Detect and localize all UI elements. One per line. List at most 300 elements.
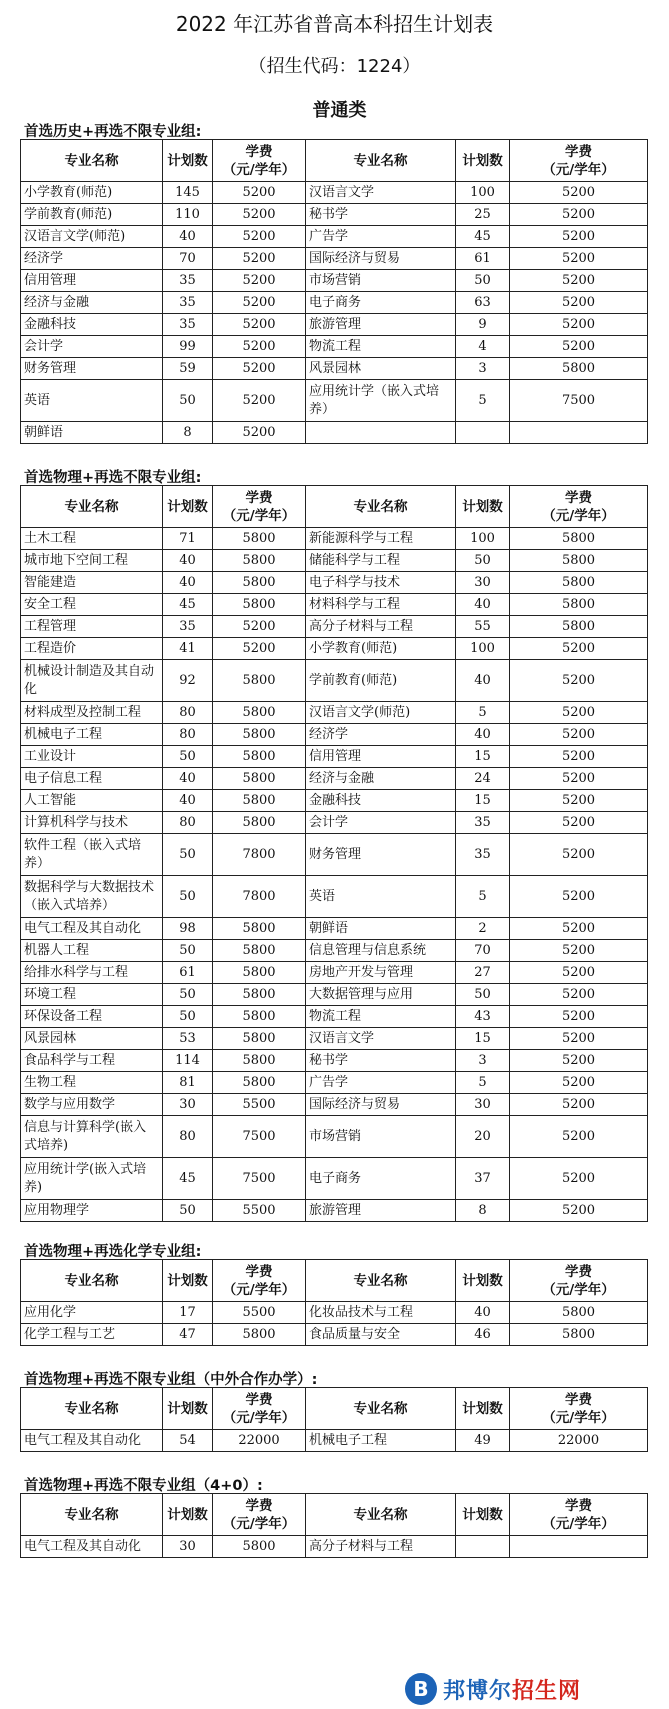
plan-count-cell: 50	[163, 746, 213, 768]
column-header-plan: 计划数	[163, 1260, 213, 1302]
tuition-cell: 5800	[510, 550, 648, 572]
tuition-cell: 5800	[510, 1302, 648, 1324]
plan-count-cell: 27	[456, 962, 510, 984]
major-name-cell: 物流工程	[306, 1006, 456, 1028]
major-name-cell: 英语	[306, 876, 456, 918]
tuition-cell: 5200	[510, 336, 648, 358]
column-header-plan: 计划数	[163, 1388, 213, 1430]
plan-count-cell: 3	[456, 358, 510, 380]
plan-count-cell: 25	[456, 204, 510, 226]
major-name-cell: 人工智能	[21, 790, 163, 812]
plan-count-cell: 50	[456, 550, 510, 572]
major-name-cell: 旅游管理	[306, 314, 456, 336]
major-name-cell: 旅游管理	[306, 1200, 456, 1222]
column-header-fee-unit: （元/学年）	[542, 1409, 615, 1426]
plan-count-cell	[456, 422, 510, 444]
major-name-cell: 数学与应用数学	[21, 1094, 163, 1116]
table-row	[21, 182, 648, 204]
major-name-cell: 朝鲜语	[306, 918, 456, 940]
tuition-cell: 5200	[510, 248, 648, 270]
column-header-fee	[510, 1260, 648, 1302]
group-title-physics: 首选物理+再选不限专业组:	[24, 470, 202, 486]
tuition-cell: 5800	[213, 940, 306, 962]
tuition-cell: 5800	[510, 616, 648, 638]
plan-count-cell: 45	[163, 594, 213, 616]
plan-count-cell: 43	[456, 1006, 510, 1028]
tuition-cell: 5200	[510, 1006, 648, 1028]
tuition-cell: 7500	[510, 380, 648, 422]
major-name-cell: 软件工程（嵌入式培养）	[21, 834, 163, 876]
plan-count-cell: 4	[456, 336, 510, 358]
major-name-cell: 市场营销	[306, 270, 456, 292]
table-row	[21, 984, 648, 1006]
column-header-fee	[213, 1494, 306, 1536]
tuition-cell: 5800	[213, 550, 306, 572]
major-name-cell: 机械电子工程	[306, 1430, 456, 1452]
tuition-cell: 5200	[510, 182, 648, 204]
plan-count-cell: 100	[456, 182, 510, 204]
column-header-fee-label: 学费	[565, 143, 592, 160]
major-name-cell: 应用化学	[21, 1302, 163, 1324]
plan-count-cell: 81	[163, 1072, 213, 1094]
table-row	[21, 1324, 648, 1346]
plan-count-cell: 80	[163, 812, 213, 834]
column-header-fee-label: 学费	[245, 489, 273, 506]
major-name-cell: 房地产开发与管理	[306, 962, 456, 984]
major-name-cell: 经济学	[21, 248, 163, 270]
major-name-cell: 给排水科学与工程	[21, 962, 163, 984]
major-name-cell: 食品质量与安全	[306, 1324, 456, 1346]
plan-count-cell: 55	[456, 616, 510, 638]
tuition-cell	[510, 1536, 648, 1558]
tuition-cell: 5500	[213, 1094, 306, 1116]
major-name-cell: 高分子材料与工程	[306, 616, 456, 638]
plan-count-cell: 145	[163, 182, 213, 204]
tuition-cell: 5800	[213, 1028, 306, 1050]
plan-table	[20, 1387, 648, 1452]
column-header-name: 专业名称	[306, 486, 456, 528]
tuition-cell: 5200	[510, 790, 648, 812]
column-header-name: 专业名称	[306, 140, 456, 182]
table-row	[21, 380, 648, 422]
tuition-cell: 5800	[213, 1324, 306, 1346]
major-name-cell: 秘书学	[306, 1050, 456, 1072]
table-row	[21, 1050, 648, 1072]
major-name-cell: 物流工程	[306, 336, 456, 358]
column-header-name: 专业名称	[21, 1388, 163, 1430]
tuition-cell: 5800	[213, 962, 306, 984]
major-name-cell: 小学教育(师范)	[306, 638, 456, 660]
tuition-cell: 5200	[213, 204, 306, 226]
tuition-cell: 7500	[213, 1158, 306, 1200]
plan-count-cell: 37	[456, 1158, 510, 1200]
major-name-cell: 数据科学与大数据技术（嵌入式培养）	[21, 876, 163, 918]
table-row	[21, 876, 648, 918]
tuition-cell: 5200	[510, 940, 648, 962]
major-name-cell: 经济与金融	[306, 768, 456, 790]
tuition-cell: 5200	[213, 638, 306, 660]
tuition-cell: 5800	[213, 918, 306, 940]
column-header-plan: 计划数	[456, 140, 510, 182]
table-row	[21, 746, 648, 768]
column-header-fee-unit: （元/学年）	[222, 507, 296, 524]
column-header-fee-label: 学费	[565, 1263, 592, 1280]
major-name-cell: 机械电子工程	[21, 724, 163, 746]
major-name-cell: 学前教育(师范)	[21, 204, 163, 226]
tuition-cell: 22000	[510, 1430, 648, 1452]
tuition-cell: 5200	[510, 1072, 648, 1094]
major-name-cell: 环保设备工程	[21, 1006, 163, 1028]
plan-count-cell: 70	[163, 248, 213, 270]
major-name-cell: 机器人工程	[21, 940, 163, 962]
tuition-cell: 5800	[213, 984, 306, 1006]
major-name-cell: 应用统计学(嵌入式培养)	[21, 1158, 163, 1200]
table-row	[21, 812, 648, 834]
tuition-cell: 5200	[510, 724, 648, 746]
table-row	[21, 834, 648, 876]
major-name-cell: 经济学	[306, 724, 456, 746]
column-header-name: 专业名称	[21, 1494, 163, 1536]
plan-count-cell: 35	[163, 616, 213, 638]
column-header-name: 专业名称	[306, 1260, 456, 1302]
tuition-cell: 5200	[510, 1116, 648, 1158]
major-name-cell: 秘书学	[306, 204, 456, 226]
watermark	[405, 1672, 625, 1706]
major-name-cell	[306, 422, 456, 444]
table-row	[21, 594, 648, 616]
column-header-fee-unit: （元/学年）	[542, 1515, 615, 1532]
major-name-cell: 会计学	[21, 336, 163, 358]
table-header-row	[21, 1260, 648, 1302]
plan-count-cell: 30	[163, 1094, 213, 1116]
tuition-cell: 5200	[510, 314, 648, 336]
table-row	[21, 358, 648, 380]
plan-count-cell: 59	[163, 358, 213, 380]
major-name-cell: 汉语言文学(师范)	[306, 702, 456, 724]
plan-count-cell: 50	[456, 984, 510, 1006]
plan-count-cell: 61	[163, 962, 213, 984]
major-name-cell: 电气工程及其自动化	[21, 1430, 163, 1452]
table-row	[21, 660, 648, 702]
column-header-plan: 计划数	[163, 1494, 213, 1536]
plan-count-cell: 54	[163, 1430, 213, 1452]
plan-count-cell: 63	[456, 292, 510, 314]
column-header-fee	[510, 140, 648, 182]
plan-count-cell: 40	[456, 594, 510, 616]
plan-count-cell: 8	[163, 422, 213, 444]
tuition-cell: 5800	[213, 594, 306, 616]
major-name-cell: 大数据管理与应用	[306, 984, 456, 1006]
tuition-cell: 5200	[510, 876, 648, 918]
major-name-cell: 经济与金融	[21, 292, 163, 314]
major-name-cell: 学前教育(师范)	[306, 660, 456, 702]
major-name-cell: 财务管理	[21, 358, 163, 380]
major-name-cell: 广告学	[306, 226, 456, 248]
major-name-cell: 信息与计算科学(嵌入式培养)	[21, 1116, 163, 1158]
major-name-cell: 电气工程及其自动化	[21, 918, 163, 940]
table-row	[21, 616, 648, 638]
tuition-cell: 5200	[510, 1028, 648, 1050]
tuition-cell: 5500	[213, 1302, 306, 1324]
column-header-plan: 计划数	[163, 140, 213, 182]
tuition-cell: 5200	[213, 616, 306, 638]
tuition-cell: 5200	[510, 962, 648, 984]
tuition-cell: 5800	[213, 1072, 306, 1094]
plan-count-cell: 71	[163, 528, 213, 550]
tuition-cell: 5200	[510, 226, 648, 248]
tuition-cell: 7800	[213, 834, 306, 876]
table-row	[21, 962, 648, 984]
tuition-cell: 5800	[213, 528, 306, 550]
tuition-cell: 5200	[213, 226, 306, 248]
tuition-cell: 5500	[213, 1200, 306, 1222]
column-header-name: 专业名称	[21, 140, 163, 182]
table-row	[21, 270, 648, 292]
plan-count-cell: 15	[456, 790, 510, 812]
tuition-cell: 5800	[510, 1324, 648, 1346]
major-name-cell: 汉语言文学(师范)	[21, 226, 163, 248]
major-name-cell: 信用管理	[306, 746, 456, 768]
enrollment-code: （招生代码：1224）	[248, 56, 421, 77]
table-row	[21, 422, 648, 444]
plan-count-cell: 99	[163, 336, 213, 358]
major-name-cell: 国际经济与贸易	[306, 1094, 456, 1116]
major-name-cell: 金融科技	[306, 790, 456, 812]
major-name-cell: 英语	[21, 380, 163, 422]
table-row	[21, 940, 648, 962]
plan-count-cell: 40	[163, 790, 213, 812]
plan-count-cell: 50	[163, 380, 213, 422]
column-header-fee-label: 学费	[565, 1391, 592, 1408]
column-header-name: 专业名称	[21, 486, 163, 528]
tuition-cell: 5200	[510, 768, 648, 790]
plan-count-cell: 100	[456, 638, 510, 660]
tuition-cell: 5800	[510, 358, 648, 380]
major-name-cell: 储能科学与工程	[306, 550, 456, 572]
tuition-cell: 5200	[510, 834, 648, 876]
column-header-fee	[213, 140, 306, 182]
table-row	[21, 550, 648, 572]
column-header-fee-unit: （元/学年）	[542, 1281, 615, 1298]
major-name-cell: 安全工程	[21, 594, 163, 616]
plan-count-cell: 40	[163, 226, 213, 248]
major-name-cell: 市场营销	[306, 1116, 456, 1158]
major-name-cell: 化学工程与工艺	[21, 1324, 163, 1346]
column-header-fee-unit: （元/学年）	[542, 161, 615, 178]
tuition-cell: 22000	[213, 1430, 306, 1452]
tuition-cell: 5800	[213, 724, 306, 746]
tuition-cell: 5800	[510, 572, 648, 594]
tuition-cell: 5200	[213, 336, 306, 358]
major-name-cell: 食品科学与工程	[21, 1050, 163, 1072]
plan-count-cell: 50	[163, 984, 213, 1006]
major-name-cell: 财务管理	[306, 834, 456, 876]
plan-count-cell: 30	[456, 572, 510, 594]
major-name-cell: 金融科技	[21, 314, 163, 336]
group-title-4plus0: 首选物理+再选不限专业组（4+0）:	[24, 1478, 263, 1494]
plan-count-cell: 80	[163, 724, 213, 746]
plan-count-cell: 40	[456, 724, 510, 746]
table-row	[21, 1072, 648, 1094]
column-header-fee-unit: （元/学年）	[222, 161, 296, 178]
major-name-cell: 风景园林	[306, 358, 456, 380]
tuition-cell: 5800	[510, 594, 648, 616]
column-header-plan: 计划数	[456, 1260, 510, 1302]
major-name-cell: 电子商务	[306, 1158, 456, 1200]
tuition-cell: 5200	[510, 638, 648, 660]
plan-count-cell: 5	[456, 702, 510, 724]
plan-count-cell: 5	[456, 876, 510, 918]
plan-count-cell: 35	[163, 314, 213, 336]
plan-count-cell: 24	[456, 768, 510, 790]
major-name-cell: 汉语言文学	[306, 1028, 456, 1050]
table-row	[21, 724, 648, 746]
major-name-cell: 应用统计学（嵌入式培养）	[306, 380, 456, 422]
major-name-cell: 材料成型及控制工程	[21, 702, 163, 724]
plan-count-cell: 8	[456, 1200, 510, 1222]
group-title-cooperative: 首选物理+再选不限专业组（中外合作办学）:	[24, 1372, 318, 1388]
major-name-cell: 计算机科学与技术	[21, 812, 163, 834]
column-header-fee-label: 学费	[245, 1263, 273, 1280]
tuition-cell: 5200	[213, 270, 306, 292]
column-header-fee-label: 学费	[245, 1391, 273, 1408]
table-row	[21, 1094, 648, 1116]
plan-table	[20, 1493, 648, 1558]
column-header-fee-unit: （元/学年）	[542, 507, 615, 524]
major-name-cell: 小学教育(师范)	[21, 182, 163, 204]
table-row	[21, 1006, 648, 1028]
tuition-cell: 5200	[510, 1158, 648, 1200]
plan-count-cell	[456, 1536, 510, 1558]
plan-count-cell: 49	[456, 1430, 510, 1452]
column-header-plan: 计划数	[456, 486, 510, 528]
plan-count-cell: 5	[456, 380, 510, 422]
plan-count-cell: 50	[163, 940, 213, 962]
tuition-cell: 5200	[510, 1200, 648, 1222]
tuition-cell: 5200	[510, 292, 648, 314]
plan-count-cell: 80	[163, 1116, 213, 1158]
plan-count-cell: 35	[163, 270, 213, 292]
plan-count-cell: 9	[456, 314, 510, 336]
column-header-fee-label: 学费	[245, 1497, 273, 1514]
tuition-cell: 5200	[510, 918, 648, 940]
major-name-cell: 城市地下空间工程	[21, 550, 163, 572]
plan-count-cell: 3	[456, 1050, 510, 1072]
tuition-cell: 5200	[510, 1050, 648, 1072]
tuition-cell: 5200	[510, 702, 648, 724]
tuition-cell: 5200	[213, 292, 306, 314]
major-name-cell: 电子科学与技术	[306, 572, 456, 594]
plan-count-cell: 50	[163, 1006, 213, 1028]
tuition-cell: 5200	[213, 358, 306, 380]
plan-count-cell: 40	[163, 550, 213, 572]
plan-count-cell: 92	[163, 660, 213, 702]
column-header-fee	[213, 486, 306, 528]
tuition-cell: 7500	[213, 1116, 306, 1158]
tuition-cell: 5200	[510, 812, 648, 834]
column-header-fee	[213, 1260, 306, 1302]
major-name-cell: 机械设计制造及其自动化	[21, 660, 163, 702]
plan-count-cell: 114	[163, 1050, 213, 1072]
major-name-cell: 国际经济与贸易	[306, 248, 456, 270]
plan-count-cell: 47	[163, 1324, 213, 1346]
column-header-fee-unit: （元/学年）	[222, 1281, 296, 1298]
major-name-cell: 风景园林	[21, 1028, 163, 1050]
watermark-text-red: 招生网	[512, 1678, 582, 1704]
table-row	[21, 1116, 648, 1158]
table-row	[21, 248, 648, 270]
column-header-fee-unit: （元/学年）	[222, 1515, 296, 1532]
tuition-cell: 5200	[213, 422, 306, 444]
major-name-cell: 化妆品技术与工程	[306, 1302, 456, 1324]
table-row	[21, 638, 648, 660]
major-name-cell: 材料科学与工程	[306, 594, 456, 616]
tuition-cell: 5200	[510, 984, 648, 1006]
table-row	[21, 768, 648, 790]
table-row	[21, 226, 648, 248]
tuition-cell: 5800	[510, 528, 648, 550]
plan-table	[20, 1259, 648, 1346]
table-header-row	[21, 486, 648, 528]
major-name-cell: 信息管理与信息系统	[306, 940, 456, 962]
plan-count-cell: 17	[163, 1302, 213, 1324]
table-row	[21, 292, 648, 314]
major-name-cell: 电气工程及其自动化	[21, 1536, 163, 1558]
plan-count-cell: 50	[163, 1200, 213, 1222]
plan-count-cell: 45	[163, 1158, 213, 1200]
column-header-name: 专业名称	[306, 1494, 456, 1536]
major-name-cell: 应用物理学	[21, 1200, 163, 1222]
plan-count-cell: 5	[456, 1072, 510, 1094]
plan-count-cell: 46	[456, 1324, 510, 1346]
table-row	[21, 1302, 648, 1324]
major-name-cell: 高分子材料与工程	[306, 1536, 456, 1558]
column-header-fee-label: 学费	[245, 143, 273, 160]
column-header-fee	[510, 486, 648, 528]
table-row	[21, 528, 648, 550]
plan-count-cell: 61	[456, 248, 510, 270]
plan-count-cell: 45	[456, 226, 510, 248]
plan-count-cell: 70	[456, 940, 510, 962]
plan-count-cell: 35	[456, 834, 510, 876]
table-row	[21, 204, 648, 226]
major-name-cell: 生物工程	[21, 1072, 163, 1094]
plan-count-cell: 80	[163, 702, 213, 724]
plan-count-cell: 110	[163, 204, 213, 226]
column-header-fee-label: 学费	[565, 1497, 592, 1514]
table-row	[21, 572, 648, 594]
tuition-cell: 7800	[213, 876, 306, 918]
table-row	[21, 790, 648, 812]
table-header-row	[21, 140, 648, 182]
plan-count-cell: 40	[456, 1302, 510, 1324]
page-title: 2022 年江苏省普高本科招生计划表	[175, 12, 494, 36]
plan-count-cell: 50	[163, 876, 213, 918]
watermark-text-blue: 邦博尔	[443, 1678, 513, 1704]
column-header-plan: 计划数	[456, 1388, 510, 1430]
tuition-cell: 5800	[213, 768, 306, 790]
plan-count-cell: 53	[163, 1028, 213, 1050]
plan-count-cell: 40	[456, 660, 510, 702]
column-header-fee-unit: （元/学年）	[222, 1409, 296, 1426]
plan-count-cell: 40	[163, 572, 213, 594]
tuition-cell: 5800	[213, 790, 306, 812]
major-name-cell: 广告学	[306, 1072, 456, 1094]
plan-table	[20, 485, 648, 1222]
tuition-cell: 5800	[213, 702, 306, 724]
plan-table	[20, 139, 648, 444]
major-name-cell: 土木工程	[21, 528, 163, 550]
